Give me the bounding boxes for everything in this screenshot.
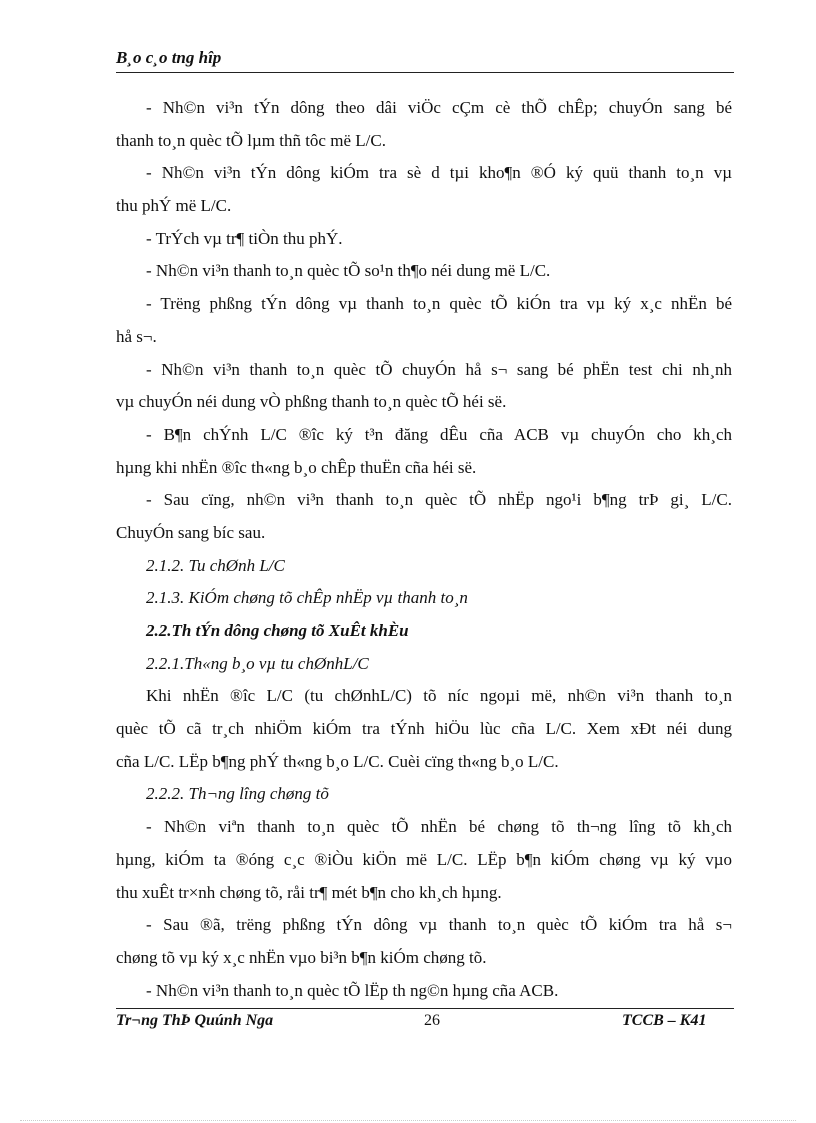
- page-edge-dotted-line: [20, 1120, 796, 1121]
- body-line: - Nh©n vi³n tÝn dông kiÓm tra sè d tµi kho¶n ®Ó ký quü thanh to¸n vµ: [146, 163, 732, 183]
- body-line: cña L/C. LËp b¶ng phÝ th«ng b¸o L/C. Cuèi cïng th«ng b¸o L/C.: [116, 751, 559, 771]
- footer-class-code: TCCB – K41: [622, 1012, 707, 1029]
- body-line: - Trëng phßng tÝn dông vµ thanh to¸n quèc tÕ kiÓn tra vµ ký x¸c nhËn bé: [146, 294, 732, 314]
- body-line: thu xuÊt tr×nh chøng tõ, råi tr¶ mét b¶n cho kh¸ch hµng.: [116, 882, 502, 902]
- page-header: B¸o c¸o tng hîp: [116, 48, 222, 67]
- body-line: hå s¬.: [116, 326, 157, 346]
- section-heading: 2.2.Th tÝn dông chøng tõ XuÊt khÈu: [146, 621, 409, 640]
- subsection-heading: 2.2.2. Th¬ng lîng chøng tõ: [146, 784, 329, 804]
- body-line: - Sau ®ã, trëng phßng tÝn dông vµ thanh to¸n quèc tÕ kiÓm tra hå s¬: [146, 915, 732, 935]
- body-line: thanh to¸n quèc tÕ lµm thñ tôc më L/C.: [116, 130, 386, 150]
- body-line: ChuyÓn sang bíc sau.: [116, 522, 266, 542]
- document-body: [116, 92, 732, 1007]
- body-line: vµ chuyÓn néi dung vÒ phßng thanh to¸n quèc tÕ héi së.: [116, 392, 507, 412]
- body-line: hµng khi nhËn ®îc th«ng b¸o chÊp thuËn cña héi së.: [116, 457, 477, 477]
- body-line: - Nh©n vi³n tÝn dông theo dâi viÖc cÇm cè thÕ chÊp; chuyÓn sang bé: [146, 98, 732, 117]
- body-line: - TrÝch vµ tr¶ tiÒn thu phÝ.: [146, 228, 343, 248]
- body-line: - Nh©n vi³n thanh to¸n quèc tÕ so¹n th¶o néi dung më L/C.: [146, 261, 551, 281]
- body-line: - Sau cïng, nh©n vi³n thanh to¸n quèc tÕ nhËp ngo¹i b¶ng trÞ gi¸ L/C.: [146, 490, 732, 510]
- footer-rule: [116, 1008, 734, 1009]
- body-line: - B¶n chÝnh L/C ®îc ký t³n đăng dÊu cña ACB vµ chuyÓn cho kh¸ch: [146, 424, 732, 444]
- body-line: Khi nhËn ®îc L/C (tu chØnhL/C) tõ níc ngoµi më, nh©n vi³n thanh to¸n: [146, 686, 732, 706]
- body-line: - Nh©n vi³n thanh to¸n quèc tÕ chuyÓn hå s¬ sang bé phËn test chi nh¸nh: [146, 359, 732, 379]
- header-rule: [116, 72, 734, 73]
- subsection-heading: 2.2.1.Th«ng b¸o vµ tu chØnhL/C: [146, 653, 369, 673]
- subsection-heading: 2.1.2. Tu chØnh L/C: [146, 555, 285, 575]
- body-line: - Nh©n vi³n thanh to¸n quèc tÕ lËp th ng©n hµng cña ACB.: [146, 980, 559, 1000]
- subsection-heading: 2.1.3. KiÓm chøng tõ chÊp nhËp vµ thanh to¸n: [146, 588, 468, 608]
- footer-author: Tr¬ng ThÞ Quúnh Nga: [116, 1012, 274, 1029]
- body-line: chøng tõ vµ ký x¸c nhËn vµo bi³n b¶n kiÓm chøng tõ.: [116, 947, 487, 967]
- body-line: - Nh©n viªn thanh to¸n quèc tÕ nhËn bé chøng tõ th¬ng lîng tõ kh¸ch: [146, 817, 732, 837]
- page-number: 26: [424, 1012, 440, 1029]
- body-line: hµng, kiÓm ta ®óng c¸c ®iÒu kiÖn më L/C. LËp b¶n kiÓm chøng vµ ký vµo: [116, 849, 732, 869]
- body-line: quèc tÕ cã tr¸ch nhiÖm kiÓm tra tÝnh hiÖu lùc cña L/C. Xem xÐt néi dung: [116, 719, 732, 739]
- body-line: thu phÝ më L/C.: [116, 196, 232, 216]
